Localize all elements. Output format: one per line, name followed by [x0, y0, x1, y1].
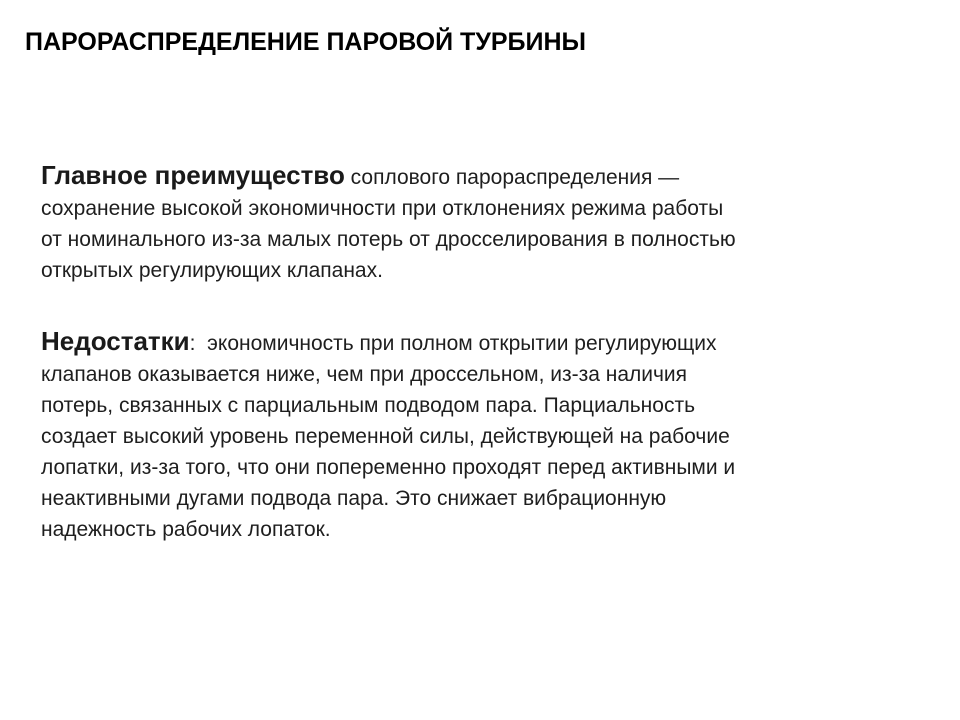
drawbacks-line-6: неактивными дугами подвода пара. Это снижает вибрационную [41, 487, 667, 510]
drawbacks-line-4: создает высокий уровень переменной силы, действующей на рабочие [41, 425, 730, 448]
advantage-line-3: от номинального из-за малых потерь от дросселирования в полностью [41, 228, 736, 251]
drawbacks-line-5: лопатки, из-за того, что они попеременно проходят перед активными и [41, 456, 736, 479]
drawbacks-lead: Недостатки [41, 326, 190, 356]
advantage-paragraph [41, 160, 946, 286]
advantage-line-2: сохранение высокой экономичности при отклонениях режима работы [41, 197, 724, 220]
advantage-line-1 [41, 160, 946, 193]
drawbacks-colon: : [189, 332, 196, 355]
drawbacks-line-3: потерь, связанных с парциальным подводом пара. Парциальность [41, 394, 696, 417]
drawbacks-paragraph [41, 326, 946, 545]
advantage-lead: Главное преимущество [41, 160, 345, 190]
slide-title: ПАРОРАСПРЕДЕЛЕНИЕ ПАРОВОЙ ТУРБИНЫ [25, 28, 587, 56]
drawbacks-line-2: клапанов оказывается ниже, чем при дроссельном, из-за наличия [41, 363, 688, 386]
drawbacks-text-1: экономичность при полном открытии регулирующих [195, 332, 717, 355]
advantage-text-1: соплового парораспределения — [344, 166, 680, 189]
drawbacks-line-7: надежность рабочих лопаток. [41, 518, 331, 541]
drawbacks-line-1 [41, 326, 946, 359]
advantage-line-4: открытых регулирующих клапанах. [41, 259, 383, 282]
